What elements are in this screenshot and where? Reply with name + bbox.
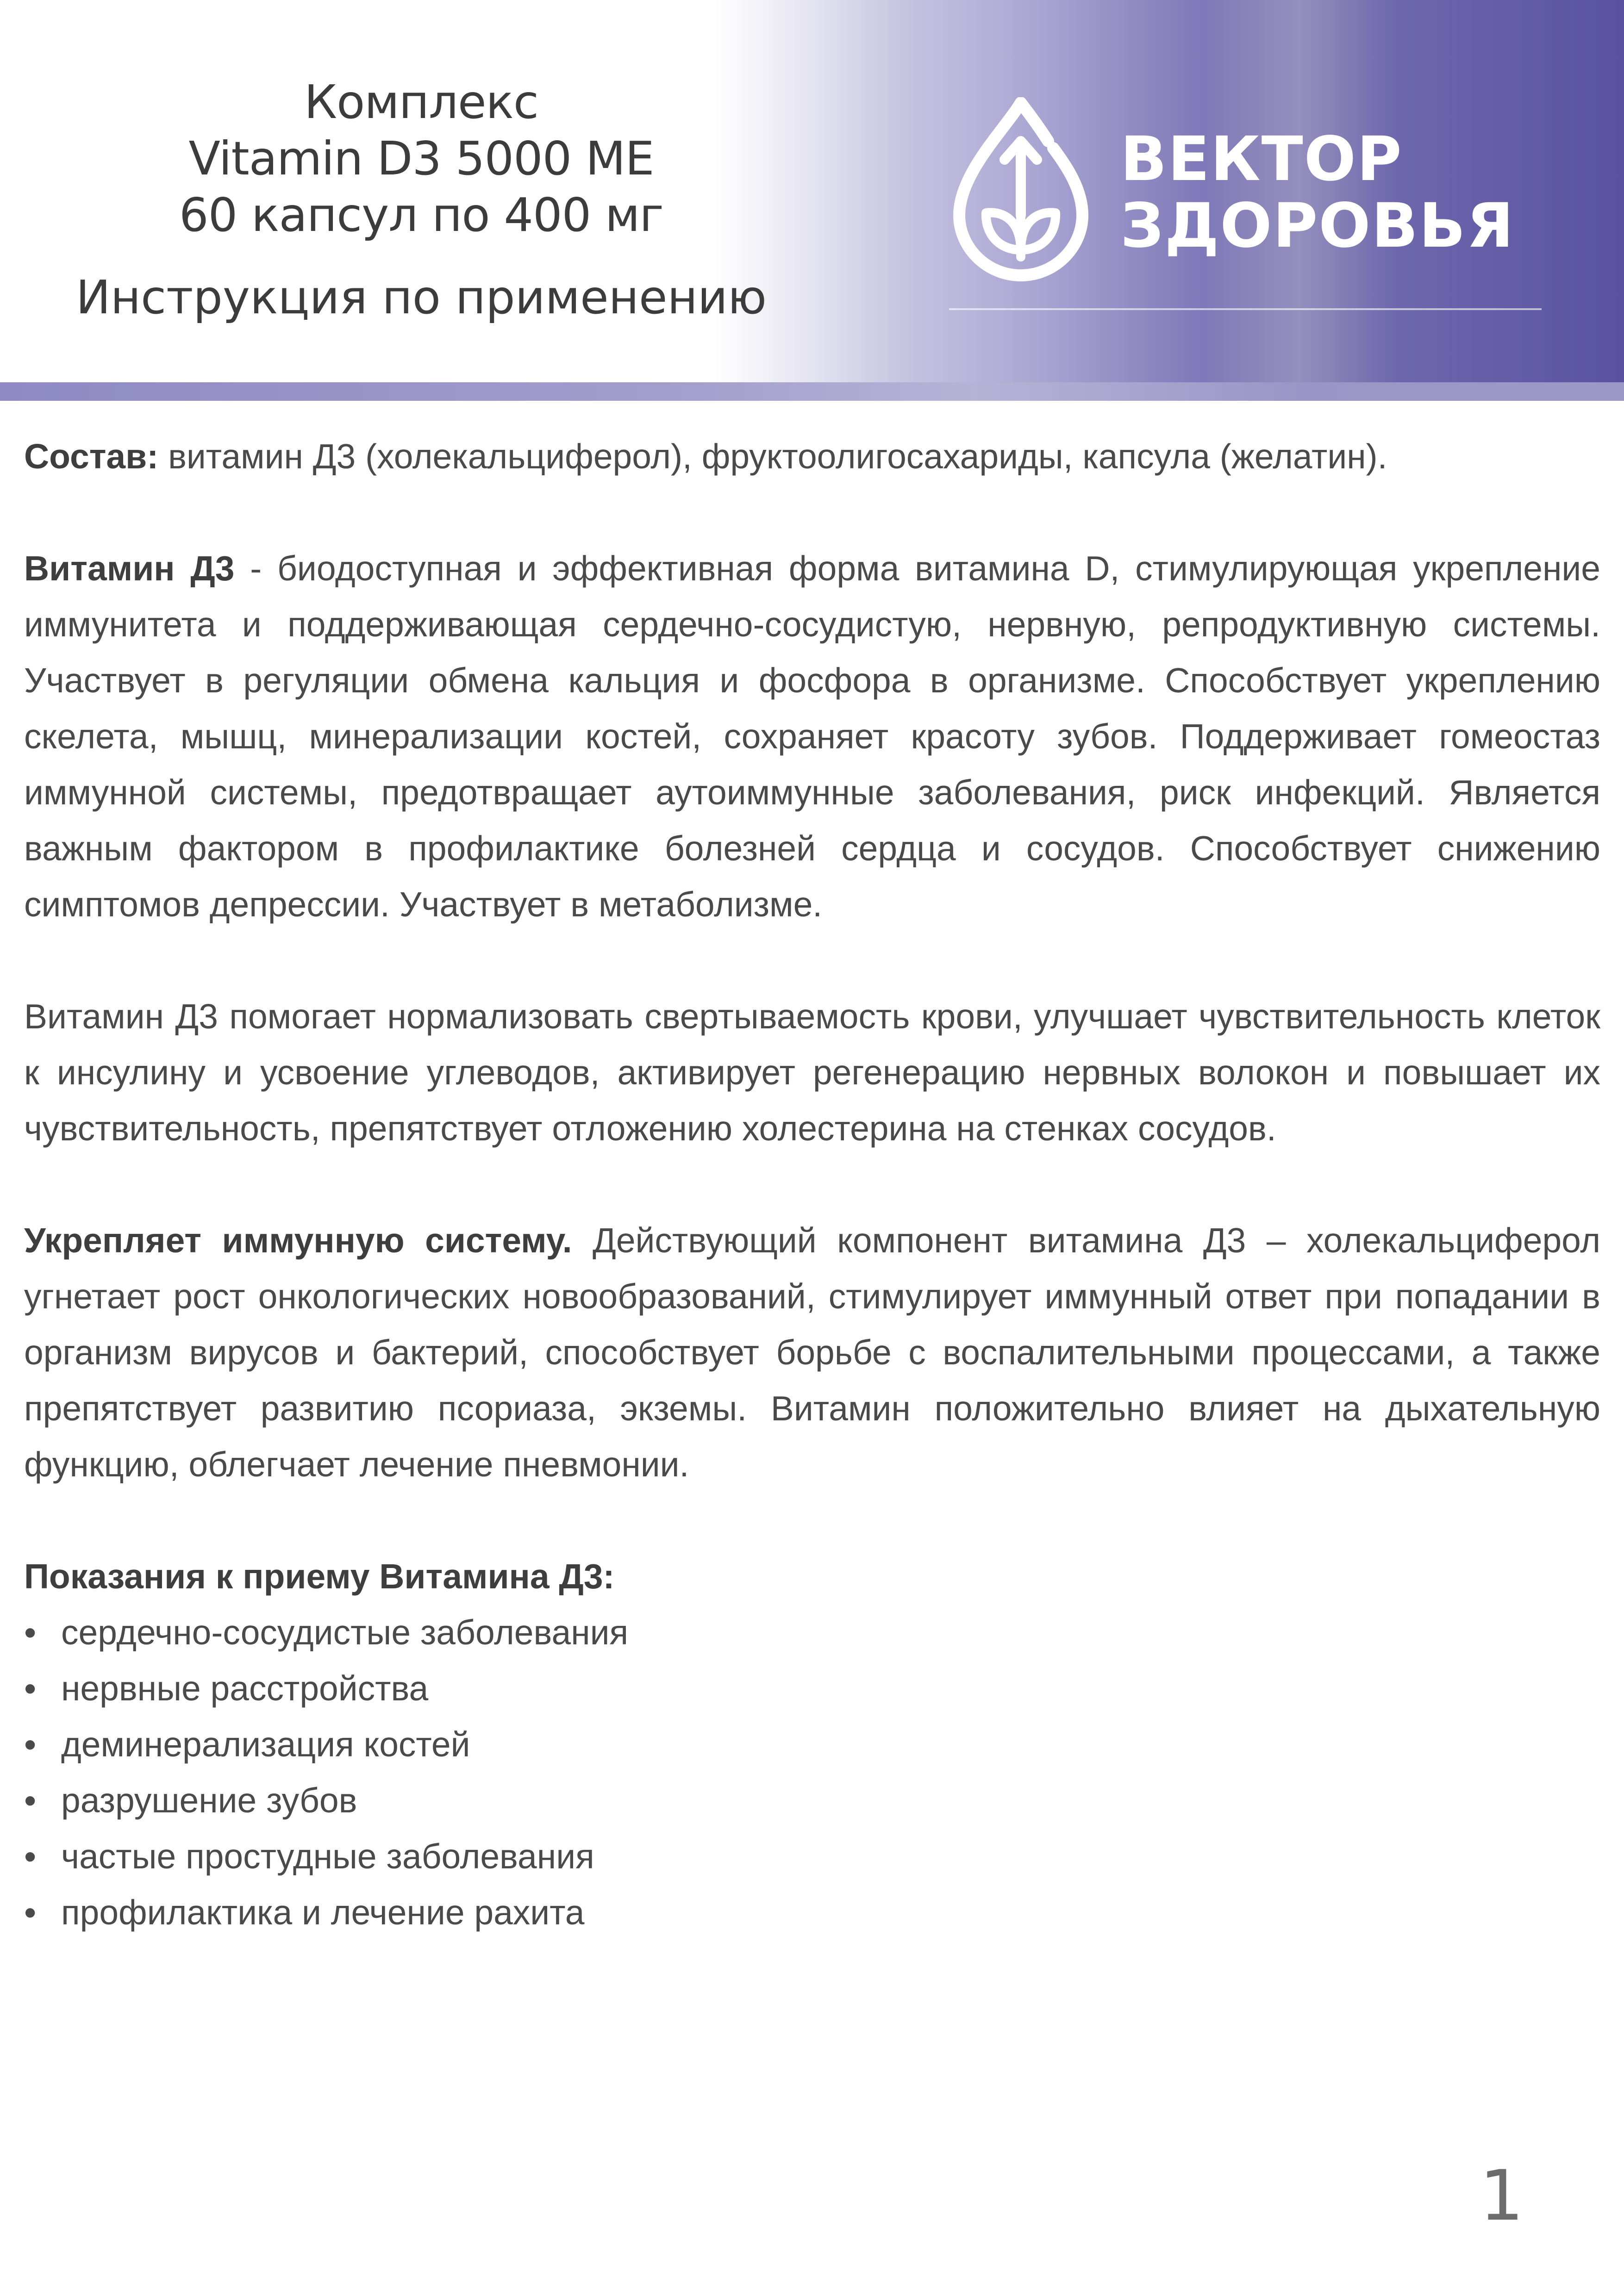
list-item-text: частые простудные заболевания	[61, 1837, 594, 1876]
list-item	[24, 1773, 1600, 1829]
list-item-text: деминерализация костей	[61, 1725, 470, 1764]
bullet-icon: •	[24, 1781, 37, 1820]
immunity-paragraph	[24, 1213, 1600, 1493]
title-line-3: 60 капсул по 400 мг	[179, 188, 663, 242]
document-body	[24, 429, 1600, 1941]
title-line-1: Комплекс	[304, 75, 538, 129]
list-item-text: нервные расстройства	[61, 1669, 429, 1708]
vitamin-d3-text: - биодоступная и эффективная форма витамина D, стимулирующая укрепление иммунитета и поддерживающая сердечно-сосудистую, нервную, репродуктивную системы. Участвует в регуляции обмена кальция и фосфора в организме. Способствует укреплению скелета, мышц, минерализации костей, сохраняет красоту зубов. Поддерживает гомеостаз иммунной системы, предотвращает аутоиммунные заболевания, риск инфекций. Является важным фактором в профилактике болезней сердца и сосудов. Способствует снижению симптомов депрессии. Участвует в метаболизме.	[24, 549, 1601, 924]
list-item	[24, 1885, 1600, 1941]
composition-text: витамин Д3 (холекальциферол), фруктоолигосахариды, капсула (желатин).	[158, 437, 1387, 476]
list-item-text: сердечно-сосудистые заболевания	[61, 1613, 629, 1652]
list-item-text: профилактика и лечение рахита	[61, 1893, 585, 1932]
list-item-text: разрушение зубов	[61, 1781, 357, 1820]
brand-name	[1120, 126, 1514, 259]
list-item	[24, 1661, 1600, 1717]
brand-name-line-1: ВЕКТОР	[1120, 124, 1403, 195]
bullet-icon: •	[24, 1725, 37, 1764]
bullet-icon: •	[24, 1613, 37, 1652]
brand-divider	[949, 308, 1542, 310]
page-number: 1	[1480, 2156, 1524, 2236]
bullet-icon: •	[24, 1893, 37, 1932]
composition-label: Состав:	[24, 437, 159, 476]
document-title	[74, 74, 768, 326]
indications-list	[24, 1605, 1600, 1941]
blood-paragraph: Витамин Д3 помогает нормализовать свертываемость крови, улучшает чувствительность клеток к инсулину и усвоение углеводов, активирует регенерацию нервных волокон и повышает их чувствительность, препятствует отложению холестерина на стенках сосудов.	[24, 997, 1600, 1148]
bullet-icon: •	[24, 1669, 37, 1708]
list-item	[24, 1717, 1600, 1773]
drop-with-arrow-and-leaves-icon	[949, 97, 1093, 282]
indications-heading: Показания к приему Витамина Д3:	[24, 1557, 615, 1596]
composition-paragraph	[24, 429, 1600, 485]
brand-logo	[949, 93, 1542, 296]
bullet-icon: •	[24, 1837, 37, 1876]
vitamin-d3-paragraph	[24, 541, 1600, 933]
list-item	[24, 1829, 1600, 1885]
vitamin-d3-label: Витамин Д3	[24, 549, 235, 588]
list-item	[24, 1605, 1600, 1661]
immunity-label: Укрепляет иммунную систему.	[24, 1221, 572, 1260]
brand-name-line-2: ЗДОРОВЬЯ	[1120, 190, 1515, 261]
title-line-2: Vitamin D3 5000 МЕ	[188, 131, 654, 186]
immunity-text: Действующий компонент витамина Д3 – холекальциферол угнетает рост онкологических новообразований, стимулирует иммунный ответ при попадании в организм вирусов и бактерий, способствует борьбе с воспалительными процессами, а также препятствует развитию псориаза, экземы. Витамин положительно влияет на дыхательную функцию, облегчает лечение пневмонии.	[24, 1221, 1601, 1484]
header-stripe	[0, 382, 1624, 401]
document-subtitle: Инструкция по применению	[75, 270, 767, 324]
